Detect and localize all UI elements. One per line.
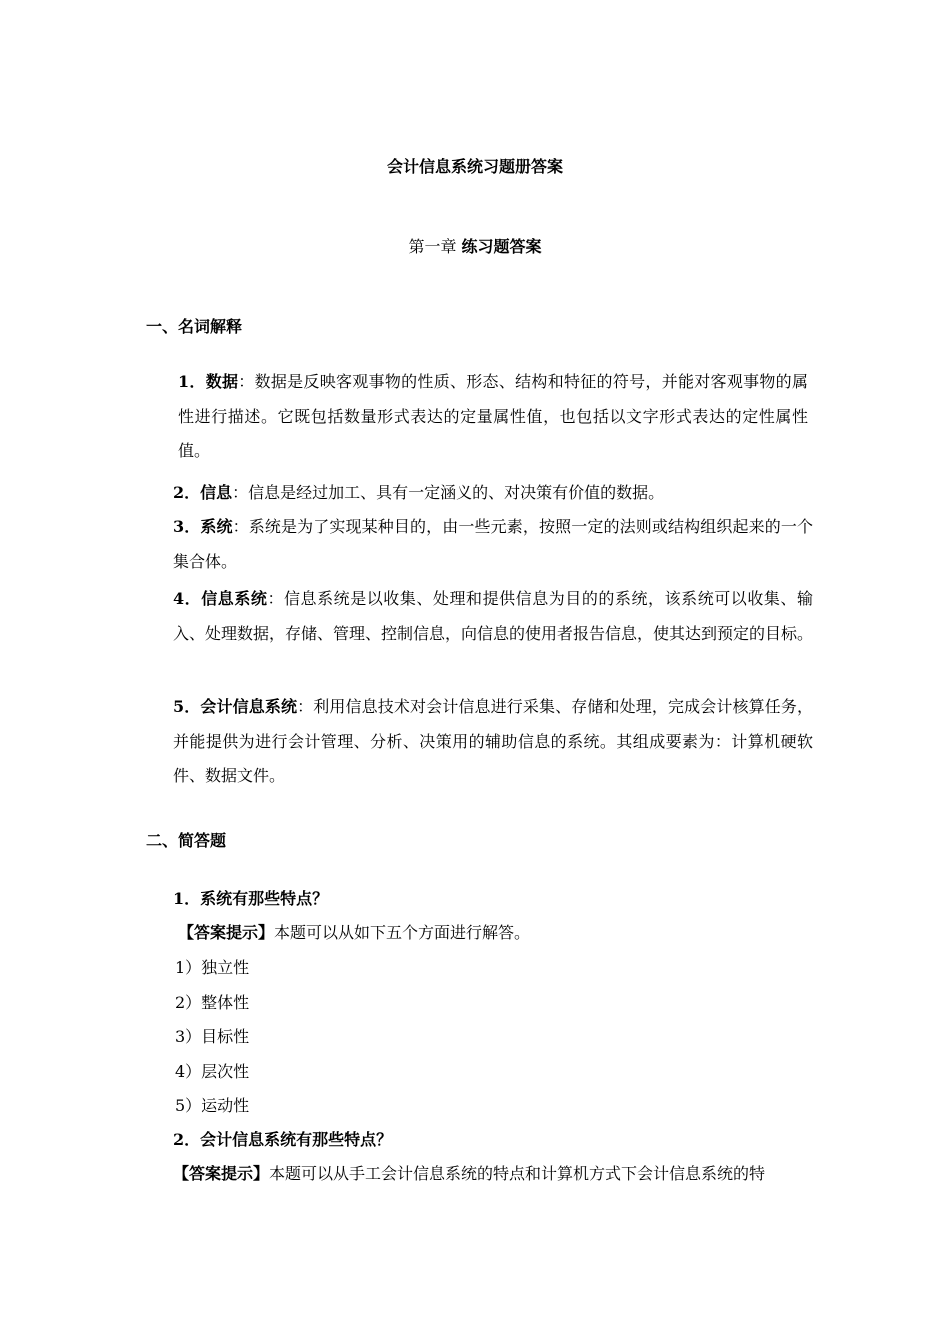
definition-item bbox=[173, 582, 813, 651]
definition-term: 会计信息系统 bbox=[200, 697, 298, 716]
definition-term: 系统 bbox=[200, 517, 233, 536]
answer-point: 1）独立性 bbox=[175, 958, 250, 977]
definition-sep: ： bbox=[267, 589, 284, 608]
answer-point: 2）整体性 bbox=[175, 993, 250, 1012]
definition-term: 信息系统 bbox=[201, 589, 268, 608]
definition-text: 信息系统是以收集、处理和提供信息为目的的系统，该系统可以收集、输入、处理数据，存储、管理、控制信息，向信息的使用者报告信息，使其达到预定的目标。 bbox=[173, 589, 814, 643]
definition-term: 信息 bbox=[200, 483, 233, 502]
question-1: 1．系统有那些特点？ bbox=[173, 889, 329, 908]
section-heading-short-answer: 二、简答题 bbox=[146, 831, 227, 850]
definition-item bbox=[173, 476, 813, 511]
definition-text: 数据是反映客观事物的性质、形态、结构和特征的符号，并能对客观事物的属性进行描述。它既包括数量形式表达的定量属性值，也包括以文字形式表达的定性属性值。 bbox=[178, 372, 808, 460]
answer-hint-text: 本题可以从如下五个方面进行解答。 bbox=[274, 923, 531, 942]
definition-term: 数据 bbox=[205, 372, 239, 391]
definition-number: 4． bbox=[173, 589, 202, 608]
question-2: 2．会计信息系统有那些特点？ bbox=[173, 1130, 393, 1149]
chapter-prefix: 第一章 bbox=[408, 237, 457, 256]
definition-text: 系统是为了实现某种目的，由一些元素，按照一定的法则或结构组织起来的一个集合体。 bbox=[173, 517, 813, 571]
definition-item bbox=[178, 365, 808, 469]
definition-number: 5． bbox=[173, 697, 201, 716]
definition-sep: ： bbox=[232, 517, 249, 536]
answer-point: 3）目标性 bbox=[175, 1027, 250, 1046]
definition-item bbox=[173, 690, 813, 794]
chapter-name: 练习题答案 bbox=[461, 237, 542, 256]
answer-hint-2 bbox=[173, 1161, 765, 1184]
definition-sep: ： bbox=[232, 483, 249, 502]
definition-number: 2． bbox=[173, 483, 201, 502]
definition-sep: ： bbox=[238, 372, 255, 391]
answer-point: 4）层次性 bbox=[175, 1062, 250, 1081]
answer-hint-1 bbox=[178, 920, 530, 943]
definition-text: 信息是经过加工、具有一定涵义的、对决策有价值的数据。 bbox=[248, 483, 665, 502]
chapter-heading bbox=[0, 234, 950, 257]
definition-sep: ： bbox=[297, 697, 314, 716]
answer-hint-label: 【答案提示】 bbox=[173, 1164, 270, 1183]
definition-number: 1． bbox=[178, 372, 206, 391]
answer-hint-text: 本题可以从手工会计信息系统的特点和计算机方式下会计信息系统的特 bbox=[269, 1164, 766, 1183]
definition-item bbox=[173, 510, 813, 579]
document-title: 会计信息系统习题册答案 bbox=[386, 157, 563, 176]
answer-point: 5）运动性 bbox=[175, 1096, 250, 1115]
definition-number: 3． bbox=[173, 517, 201, 536]
section-heading-definitions: 一、名词解释 bbox=[146, 317, 243, 336]
definition-text: 利用信息技术对会计信息进行采集、存储和处理，完成会计核算任务，并能提供为进行会计管理、分析、决策用的辅助信息的系统。其组成要素为：计算机硬软件、数据文件。 bbox=[173, 697, 813, 785]
answer-hint-label: 【答案提示】 bbox=[178, 923, 275, 942]
